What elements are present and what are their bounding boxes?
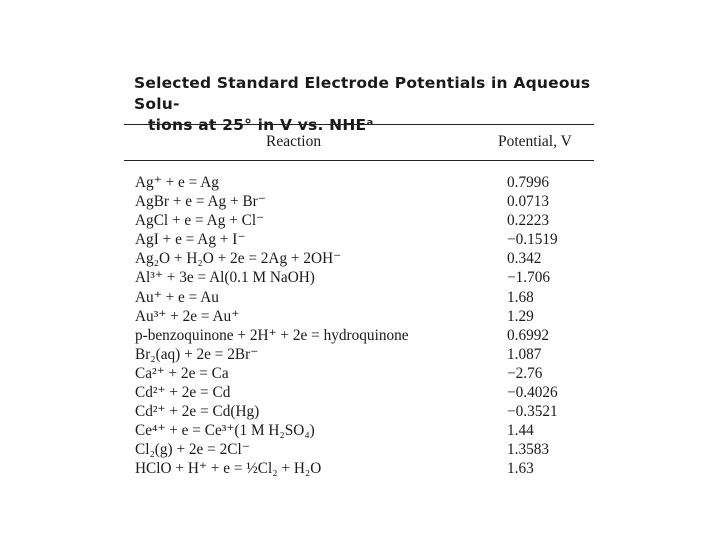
reaction-cell: Ca²⁺ + 2e = Ca <box>135 364 229 382</box>
potential-cell: 1.68 <box>507 288 534 306</box>
table-body <box>135 173 585 479</box>
reaction-cell: Al³⁺ + 3e = Al(0.1 M NaOH) <box>135 269 315 287</box>
table-title-line-2: tions at 25° in V vs. NHEᵃ <box>148 116 374 134</box>
reaction-cell: AgBr + e = Ag + Br⁻ <box>135 193 266 211</box>
potential-cell: 0.342 <box>507 250 542 268</box>
reaction-cell: Cd²⁺ + 2e = Cd(Hg) <box>135 403 260 421</box>
table-row <box>135 192 585 211</box>
reaction-cell: Ag⁺ + e = Ag <box>135 174 219 191</box>
table-row <box>135 402 585 421</box>
reaction-cell: Ce⁴⁺ + e = Ce³⁺(1 M H₂SO₄) <box>135 422 315 440</box>
reaction-cell: Cl₂(g) + 2e = 2Cl⁻ <box>135 441 250 459</box>
table-row <box>135 345 585 364</box>
table-row <box>135 230 585 249</box>
potential-cell: 0.0713 <box>507 193 550 211</box>
potential-cell: −0.4026 <box>507 384 558 402</box>
table-row <box>135 268 585 287</box>
column-header-reaction: Reaction <box>266 133 322 150</box>
top-rule <box>124 124 594 125</box>
table-row <box>135 307 585 326</box>
reaction-cell: Ag₂O + H₂O + 2e = 2Ag + 2OH⁻ <box>135 250 342 268</box>
table-row <box>135 326 585 345</box>
table-row <box>135 459 585 478</box>
table-row <box>135 421 585 440</box>
potential-cell: 1.087 <box>507 345 542 363</box>
reaction-cell: AgCl + e = Ag + Cl⁻ <box>135 212 265 230</box>
header-rule <box>124 160 594 161</box>
potential-cell: 1.3583 <box>507 441 550 459</box>
potential-cell: 0.7996 <box>507 174 550 191</box>
table-row <box>135 288 585 307</box>
reaction-cell: Br₂(aq) + 2e = 2Br⁻ <box>135 345 259 363</box>
potential-cell: 1.29 <box>507 307 534 325</box>
reaction-cell: Au⁺ + e = Au <box>135 288 219 306</box>
reaction-cell: p-benzoquinone + 2H⁺ + 2e = hydroquinone <box>135 326 409 344</box>
potential-cell: −2.76 <box>507 364 543 382</box>
table-row <box>135 249 585 268</box>
reaction-cell: Cd²⁺ + 2e = Cd <box>135 384 231 402</box>
table-row <box>135 383 585 402</box>
table-title <box>134 73 604 136</box>
table-row <box>135 173 585 192</box>
reaction-cell: HClO + H⁺ + e = ½Cl₂ + H₂O <box>135 460 322 478</box>
potential-cell: −1.706 <box>507 269 551 287</box>
column-header-potential: Potential, V <box>498 133 572 150</box>
potential-cell: −0.3521 <box>507 403 558 421</box>
table-row <box>135 440 585 459</box>
reaction-cell: Au³⁺ + 2e = Au⁺ <box>135 307 240 325</box>
reaction-cell: AgI + e = Ag + I⁻ <box>135 231 246 249</box>
potential-cell: 1.63 <box>507 460 534 478</box>
table-title-line-1: Selected Standard Electrode Potentials in Aqueous Solu- <box>134 74 591 113</box>
potential-cell: −0.1519 <box>507 231 558 249</box>
potential-cell: 0.6992 <box>507 326 550 344</box>
table-row <box>135 211 585 230</box>
table-row <box>135 364 585 383</box>
potential-cell: 0.2223 <box>507 212 550 230</box>
potential-cell: 1.44 <box>507 422 534 440</box>
